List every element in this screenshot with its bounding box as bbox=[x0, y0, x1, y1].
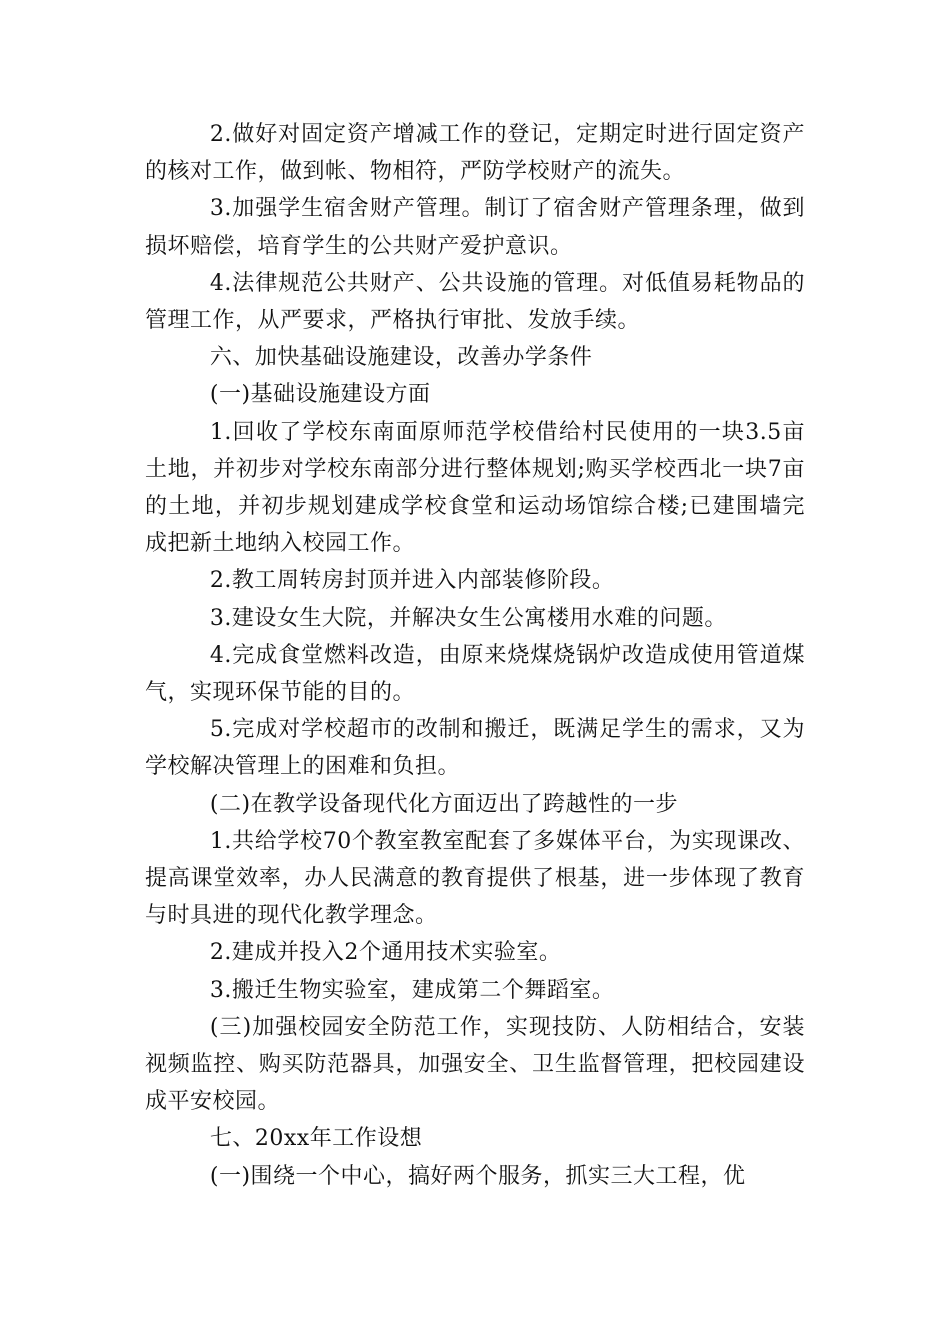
paragraph-tech-labs: 2.建成并投入2个通用技术实验室。 bbox=[209, 940, 562, 966]
paragraph-girls-dormitory: 3.建设女生大院，并解决女生公寓楼用水难的问题。 bbox=[209, 605, 727, 631]
section-heading-infrastructure: 六、加快基础设施建设，改善办学条件 bbox=[209, 345, 593, 371]
document-body bbox=[145, 116, 805, 1195]
subsection-heading-infrastructure: (一)基础设施建设方面 bbox=[209, 382, 431, 408]
subsection-heading-equipment: (二)在教学设备现代化方面迈出了跨越性的一步 bbox=[209, 791, 679, 817]
paragraph-supermarket: 5.完成对学校超市的改制和搬迁，既满足学生的需求，又为学校解决管理上的困难和负担。 bbox=[145, 717, 805, 780]
paragraph-staff-housing: 2.教工周转房封顶并进入内部装修阶段。 bbox=[209, 568, 615, 594]
paragraph-canteen-fuel: 4.完成食堂燃料改造，由原来烧煤烧锅炉改造成使用管道煤气，实现环保节能的目的。 bbox=[145, 642, 805, 706]
paragraph-public-facilities: 4.法律规范公共财产、公共设施的管理。对低值易耗物品的管理工作，从严要求，严格执行审批、发放手续。 bbox=[145, 270, 805, 334]
paragraph-biology-lab: 3.搬迁生物实验室，建成第二个舞蹈室。 bbox=[209, 977, 615, 1003]
paragraph-land-acquisition: 1.回收了学校东南面原师范学校借给村民使用的一块3.5亩土地，并初步对学校东南部分进行整体规划;购买学校西北一块7亩的土地，并初步规划建成学校食堂和运动场馆综合楼;已建围墙完成把新土地纳入校园工作。 bbox=[145, 419, 805, 557]
section-heading-work-plan: 七、20xx年工作设想 bbox=[209, 1126, 423, 1152]
paragraph-fixed-asset-registration: 2.做好对固定资产增减工作的登记，定期定时进行固定资产的核对工作，做到帐、物相符，严防学校财产的流失。 bbox=[145, 122, 805, 185]
paragraph-multimedia: 1.共给学校70个教室教室配套了多媒体平台，为实现课改、提高课堂效率，办人民满意的教育提供了根基，进一步体现了教育与时具进的现代化教学理念。 bbox=[145, 828, 805, 929]
paragraph-campus-safety: (三)加强校园安全防范工作，实现技防、人防相结合，安装视频监控、购买防范器具，加强安全、卫生监督管理，把校园建设成平安校园。 bbox=[145, 1014, 805, 1115]
paragraph-dormitory-property: 3.加强学生宿舍财产管理。制订了宿舍财产管理条理，做到损坏赔偿，培育学生的公共财产爱护意识。 bbox=[145, 196, 805, 259]
paragraph-one-center: (一)围绕一个中心，搞好两个服务，抓实三大工程，优 bbox=[209, 1163, 746, 1189]
